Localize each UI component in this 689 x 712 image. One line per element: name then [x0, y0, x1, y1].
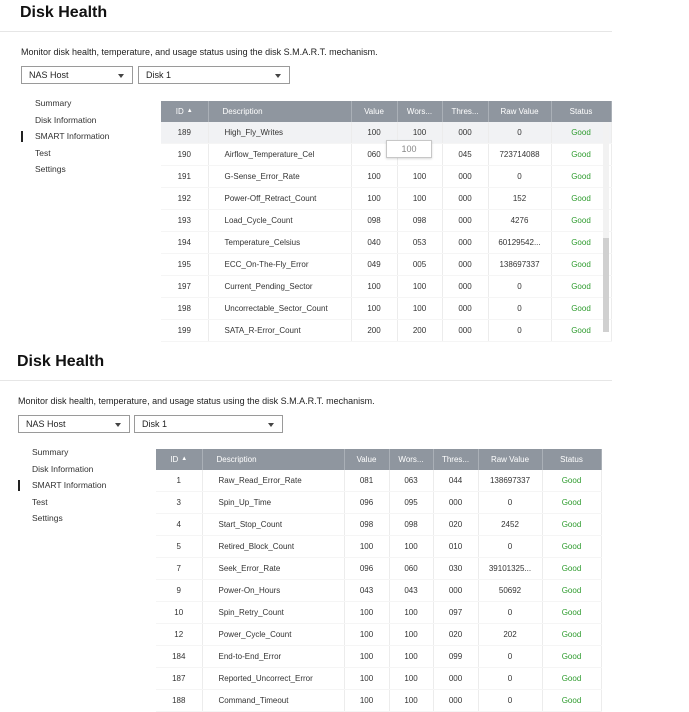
- cell-threshold: 000: [442, 320, 488, 342]
- cell-id: 194: [161, 232, 208, 254]
- cell-status: Good: [551, 254, 611, 276]
- cell-threshold: 000: [442, 276, 488, 298]
- cell-id: 193: [161, 210, 208, 232]
- table-row[interactable]: [156, 558, 601, 580]
- column-header-raw-value[interactable]: [488, 101, 551, 122]
- cell-value: 098: [351, 210, 397, 232]
- disk-select-value: Disk 1: [142, 419, 168, 429]
- cell-threshold: 000: [433, 668, 478, 690]
- table-row[interactable]: [156, 624, 601, 646]
- cell-tooltip: 100: [386, 140, 432, 158]
- cell-threshold: 000: [442, 210, 488, 232]
- nav-label: Disk Information: [32, 463, 94, 474]
- cell-raw-value: 0: [488, 166, 551, 188]
- disk-select[interactable]: [134, 415, 283, 433]
- cell-value: 081: [344, 470, 389, 492]
- nav-item-settings[interactable]: [21, 161, 141, 178]
- column-header-worst[interactable]: [397, 101, 442, 122]
- column-label: Wors...: [406, 107, 433, 116]
- table-row[interactable]: [156, 514, 601, 536]
- column-label: Status: [569, 107, 593, 116]
- column-header-value[interactable]: [351, 101, 397, 122]
- cell-description: Power-Off_Retract_Count: [208, 188, 351, 210]
- cell-status: Good: [542, 690, 601, 712]
- cell-status: Good: [542, 492, 601, 514]
- cell-id: 197: [161, 276, 208, 298]
- table-row[interactable]: [156, 668, 601, 690]
- scrollbar-thumb[interactable]: [603, 238, 609, 332]
- cell-status: Good: [542, 580, 601, 602]
- table-header-row: [161, 101, 611, 122]
- nav-item-disk-information[interactable]: [18, 461, 138, 478]
- cell-id: 4: [156, 514, 202, 536]
- sort-ascending-icon: ▲: [186, 108, 193, 114]
- table-row[interactable]: [156, 690, 601, 712]
- cell-value: 060: [351, 144, 397, 166]
- cell-id: 199: [161, 320, 208, 342]
- table-row[interactable]: [156, 470, 601, 492]
- cell-value: 096: [344, 492, 389, 514]
- cell-threshold: 097: [433, 602, 478, 624]
- cell-raw-value: 0: [478, 690, 542, 712]
- cell-value: 100: [351, 166, 397, 188]
- cell-status: Good: [551, 166, 611, 188]
- column-header-status[interactable]: [551, 101, 611, 122]
- active-indicator: [21, 131, 23, 142]
- cell-status: Good: [542, 646, 601, 668]
- cell-status: Good: [551, 276, 611, 298]
- table-row[interactable]: [156, 602, 601, 624]
- cell-threshold: 000: [442, 122, 488, 144]
- cell-status: Good: [542, 470, 601, 492]
- cell-raw-value: 50692: [478, 580, 542, 602]
- cell-description: High_Fly_Writes: [208, 122, 351, 144]
- column-header-status[interactable]: [542, 449, 601, 470]
- cell-threshold: 000: [433, 492, 478, 514]
- header-divider: [0, 380, 612, 381]
- cell-worst: 100: [397, 188, 442, 210]
- cell-status: Good: [542, 668, 601, 690]
- cell-value: 100: [344, 646, 389, 668]
- cell-raw-value: 0: [478, 536, 542, 558]
- cell-worst: 100: [397, 276, 442, 298]
- cell-worst: 098: [397, 210, 442, 232]
- column-label: ID: [170, 455, 179, 464]
- cell-value: 200: [351, 320, 397, 342]
- cell-id: 184: [156, 646, 202, 668]
- column-header-description[interactable]: [208, 101, 351, 122]
- cell-threshold: 099: [433, 646, 478, 668]
- cell-raw-value: 152: [488, 188, 551, 210]
- nav-label: SMART Information: [35, 131, 110, 141]
- cell-description: Raw_Read_Error_Rate: [202, 470, 344, 492]
- cell-raw-value: 0: [478, 602, 542, 624]
- nav-label: Settings: [32, 513, 63, 523]
- cell-raw-value: 60129542...: [488, 232, 551, 254]
- cell-description: Power_Cycle_Count: [202, 624, 344, 646]
- host-select-value: NAS Host: [26, 419, 66, 429]
- cell-status: Good: [542, 624, 601, 646]
- cell-threshold: 000: [433, 580, 478, 602]
- cell-worst: 100: [397, 298, 442, 320]
- cell-status: Good: [551, 122, 611, 144]
- cell-threshold: 000: [442, 298, 488, 320]
- host-select[interactable]: [18, 415, 130, 433]
- smart-table-wrapper: [161, 101, 611, 337]
- cell-description: Spin_Up_Time: [202, 492, 344, 514]
- table-scrollbar[interactable]: [603, 122, 609, 332]
- cell-description: Temperature_Celsius: [208, 232, 351, 254]
- nav-label: Disk Information: [35, 114, 97, 125]
- cell-value: 100: [344, 668, 389, 690]
- cell-raw-value: 202: [478, 624, 542, 646]
- side-nav: [18, 444, 138, 527]
- nav-item-settings[interactable]: [18, 510, 138, 527]
- cell-threshold: 000: [442, 232, 488, 254]
- cell-value: 100: [351, 188, 397, 210]
- table-row[interactable]: [156, 646, 601, 668]
- cell-status: Good: [551, 298, 611, 320]
- cell-description: Uncorrectable_Sector_Count: [208, 298, 351, 320]
- cell-threshold: 044: [433, 470, 478, 492]
- cell-description: Power-On_Hours: [202, 580, 344, 602]
- cell-raw-value: 0: [478, 646, 542, 668]
- nav-item-test[interactable]: [18, 494, 138, 511]
- cell-id: 188: [156, 690, 202, 712]
- sort-ascending-icon: ▲: [181, 456, 188, 462]
- column-header-threshold[interactable]: [433, 449, 478, 470]
- cell-threshold: 045: [442, 144, 488, 166]
- cell-threshold: 010: [433, 536, 478, 558]
- cell-description: SATA_R-Error_Count: [208, 320, 351, 342]
- nav-item-summary[interactable]: [21, 95, 141, 112]
- host-select[interactable]: [21, 66, 133, 84]
- table-header-row: [156, 449, 601, 470]
- cell-raw-value: 4276: [488, 210, 551, 232]
- cell-description: G-Sense_Error_Rate: [208, 166, 351, 188]
- nav-item-summary[interactable]: [18, 444, 138, 461]
- column-header-worst[interactable]: [389, 449, 433, 470]
- cell-description: Current_Pending_Sector: [208, 276, 351, 298]
- cell-id: 10: [156, 602, 202, 624]
- table-row[interactable]: [161, 188, 611, 210]
- cell-description: Seek_Error_Rate: [202, 558, 344, 580]
- chevron-down-icon: [115, 423, 121, 427]
- cell-id: 198: [161, 298, 208, 320]
- column-label: Description: [216, 455, 257, 464]
- cell-raw-value: 138697337: [478, 470, 542, 492]
- cell-worst: 043: [389, 580, 433, 602]
- cell-worst: 100: [389, 690, 433, 712]
- cell-value: 049: [351, 254, 397, 276]
- nav-label: Settings: [35, 164, 66, 174]
- header-divider: [0, 31, 612, 32]
- cell-threshold: 000: [433, 690, 478, 712]
- cell-threshold: 030: [433, 558, 478, 580]
- nav-label: SMART Information: [32, 480, 107, 490]
- cell-id: 191: [161, 166, 208, 188]
- cell-value: 100: [344, 690, 389, 712]
- cell-value: 098: [344, 514, 389, 536]
- table-row[interactable]: [161, 166, 611, 188]
- column-header-raw-value[interactable]: [478, 449, 542, 470]
- column-header-value[interactable]: [344, 449, 389, 470]
- cell-id: 1: [156, 470, 202, 492]
- cell-raw-value: 2452: [478, 514, 542, 536]
- page-description: Monitor disk health, temperature, and usage status using the disk S.M.A.R.T. mechanism.: [21, 47, 378, 57]
- page-title: Disk Health: [17, 353, 105, 370]
- cell-value: 043: [344, 580, 389, 602]
- nav-item-smart-information[interactable]: [18, 477, 138, 494]
- cell-id: 5: [156, 536, 202, 558]
- cell-status: Good: [542, 514, 601, 536]
- column-header-id[interactable]: [156, 449, 202, 470]
- smart-table-wrapper: [156, 449, 601, 705]
- cell-worst: 100: [389, 624, 433, 646]
- cell-description: Airflow_Temperature_Cel: [208, 144, 351, 166]
- cell-status: Good: [551, 188, 611, 210]
- cell-worst: 100: [389, 602, 433, 624]
- nav-item-disk-information[interactable]: [21, 112, 141, 129]
- column-label: Raw Value: [500, 107, 539, 116]
- cell-status: Good: [551, 320, 611, 342]
- cell-threshold: 000: [442, 188, 488, 210]
- cell-worst: 100: [397, 166, 442, 188]
- cell-id: 187: [156, 668, 202, 690]
- cell-worst: 063: [389, 470, 433, 492]
- cell-threshold: 000: [442, 166, 488, 188]
- table-row[interactable]: [156, 536, 601, 558]
- cell-raw-value: 138697337: [488, 254, 551, 276]
- cell-raw-value: 0: [478, 668, 542, 690]
- smart-table: [156, 449, 602, 712]
- table-row[interactable]: [161, 276, 611, 298]
- cell-worst: 200: [397, 320, 442, 342]
- cell-id: 195: [161, 254, 208, 276]
- cell-id: 192: [161, 188, 208, 210]
- cell-description: End-to-End_Error: [202, 646, 344, 668]
- chevron-down-icon: [118, 74, 124, 78]
- column-label: Status: [560, 455, 583, 464]
- table-row[interactable]: [161, 254, 611, 276]
- cell-description: Reported_Uncorrect_Error: [202, 668, 344, 690]
- cell-description: Spin_Retry_Count: [202, 602, 344, 624]
- cell-value: 100: [351, 276, 397, 298]
- table-row[interactable]: [161, 320, 611, 342]
- table-row[interactable]: [156, 580, 601, 602]
- nav-item-test[interactable]: [21, 145, 141, 162]
- cell-description: Start_Stop_Count: [202, 514, 344, 536]
- column-label: Description: [222, 107, 263, 116]
- column-header-threshold[interactable]: [442, 101, 488, 122]
- cell-worst: 100: [389, 646, 433, 668]
- cell-raw-value: 0: [478, 492, 542, 514]
- cell-value: 100: [344, 624, 389, 646]
- column-label: Thres...: [441, 455, 470, 464]
- smart-table: [161, 101, 612, 342]
- cell-worst: 098: [389, 514, 433, 536]
- cell-worst: 095: [389, 492, 433, 514]
- cell-description: Retired_Block_Count: [202, 536, 344, 558]
- cell-raw-value: 0: [488, 298, 551, 320]
- nav-item-smart-information[interactable]: [21, 128, 141, 145]
- cell-raw-value: 723714088: [488, 144, 551, 166]
- cell-id: 9: [156, 580, 202, 602]
- cell-id: 3: [156, 492, 202, 514]
- cell-status: Good: [551, 232, 611, 254]
- cell-id: 190: [161, 144, 208, 166]
- cell-id: 12: [156, 624, 202, 646]
- cell-value: 100: [351, 298, 397, 320]
- table-row[interactable]: [156, 492, 601, 514]
- disk-select[interactable]: [138, 66, 290, 84]
- cell-raw-value: 0: [488, 276, 551, 298]
- column-header-id[interactable]: [161, 101, 208, 122]
- nav-label: Test: [32, 496, 48, 507]
- cell-status: Good: [551, 210, 611, 232]
- cell-raw-value: 0: [488, 122, 551, 144]
- column-header-description[interactable]: [202, 449, 344, 470]
- cell-value: 100: [351, 122, 397, 144]
- cell-value: 040: [351, 232, 397, 254]
- cell-value: 096: [344, 558, 389, 580]
- disk-select-value: Disk 1: [146, 70, 172, 80]
- column-label: ID: [175, 107, 184, 116]
- cell-id: 189: [161, 122, 208, 144]
- cell-worst: 100: [397, 122, 442, 144]
- cell-worst: 005: [397, 254, 442, 276]
- table-row[interactable]: [161, 298, 611, 320]
- active-indicator: [18, 480, 20, 491]
- cell-worst: 060: [389, 558, 433, 580]
- disk-health-window-top: [0, 0, 689, 348]
- page-description: Monitor disk health, temperature, and usage status using the disk S.M.A.R.T. mechanism.: [18, 396, 375, 406]
- table-row[interactable]: [161, 232, 611, 254]
- cell-worst: 100: [389, 668, 433, 690]
- host-select-value: NAS Host: [29, 70, 69, 80]
- disk-health-window-bottom: [0, 348, 689, 705]
- cell-description: Command_Timeout: [202, 690, 344, 712]
- column-label: Value: [364, 107, 384, 116]
- page-title: Disk Health: [20, 4, 108, 21]
- nav-label: Summary: [32, 447, 69, 457]
- column-label: Value: [356, 455, 377, 464]
- cell-threshold: 020: [433, 514, 478, 536]
- cell-worst: 100: [389, 536, 433, 558]
- cell-status: Good: [551, 144, 611, 166]
- cell-status: Good: [542, 602, 601, 624]
- cell-value: 100: [344, 602, 389, 624]
- cell-threshold: 020: [433, 624, 478, 646]
- cell-description: Load_Cycle_Count: [208, 210, 351, 232]
- cell-value: 100: [344, 536, 389, 558]
- column-label: Wors...: [398, 455, 424, 464]
- cell-threshold: 000: [442, 254, 488, 276]
- side-nav: [21, 95, 141, 178]
- cell-id: 7: [156, 558, 202, 580]
- chevron-down-icon: [268, 423, 274, 427]
- cell-raw-value: 0: [488, 320, 551, 342]
- nav-label: Test: [35, 147, 51, 158]
- column-label: Raw Value: [490, 455, 530, 464]
- chevron-down-icon: [275, 74, 281, 78]
- cell-status: Good: [542, 558, 601, 580]
- table-row[interactable]: [161, 210, 611, 232]
- cell-status: Good: [542, 536, 601, 558]
- cell-description: ECC_On-The-Fly_Error: [208, 254, 351, 276]
- column-label: Thres...: [451, 107, 479, 116]
- cell-worst: 053: [397, 232, 442, 254]
- nav-label: Summary: [35, 98, 72, 108]
- cell-raw-value: 39101325...: [478, 558, 542, 580]
